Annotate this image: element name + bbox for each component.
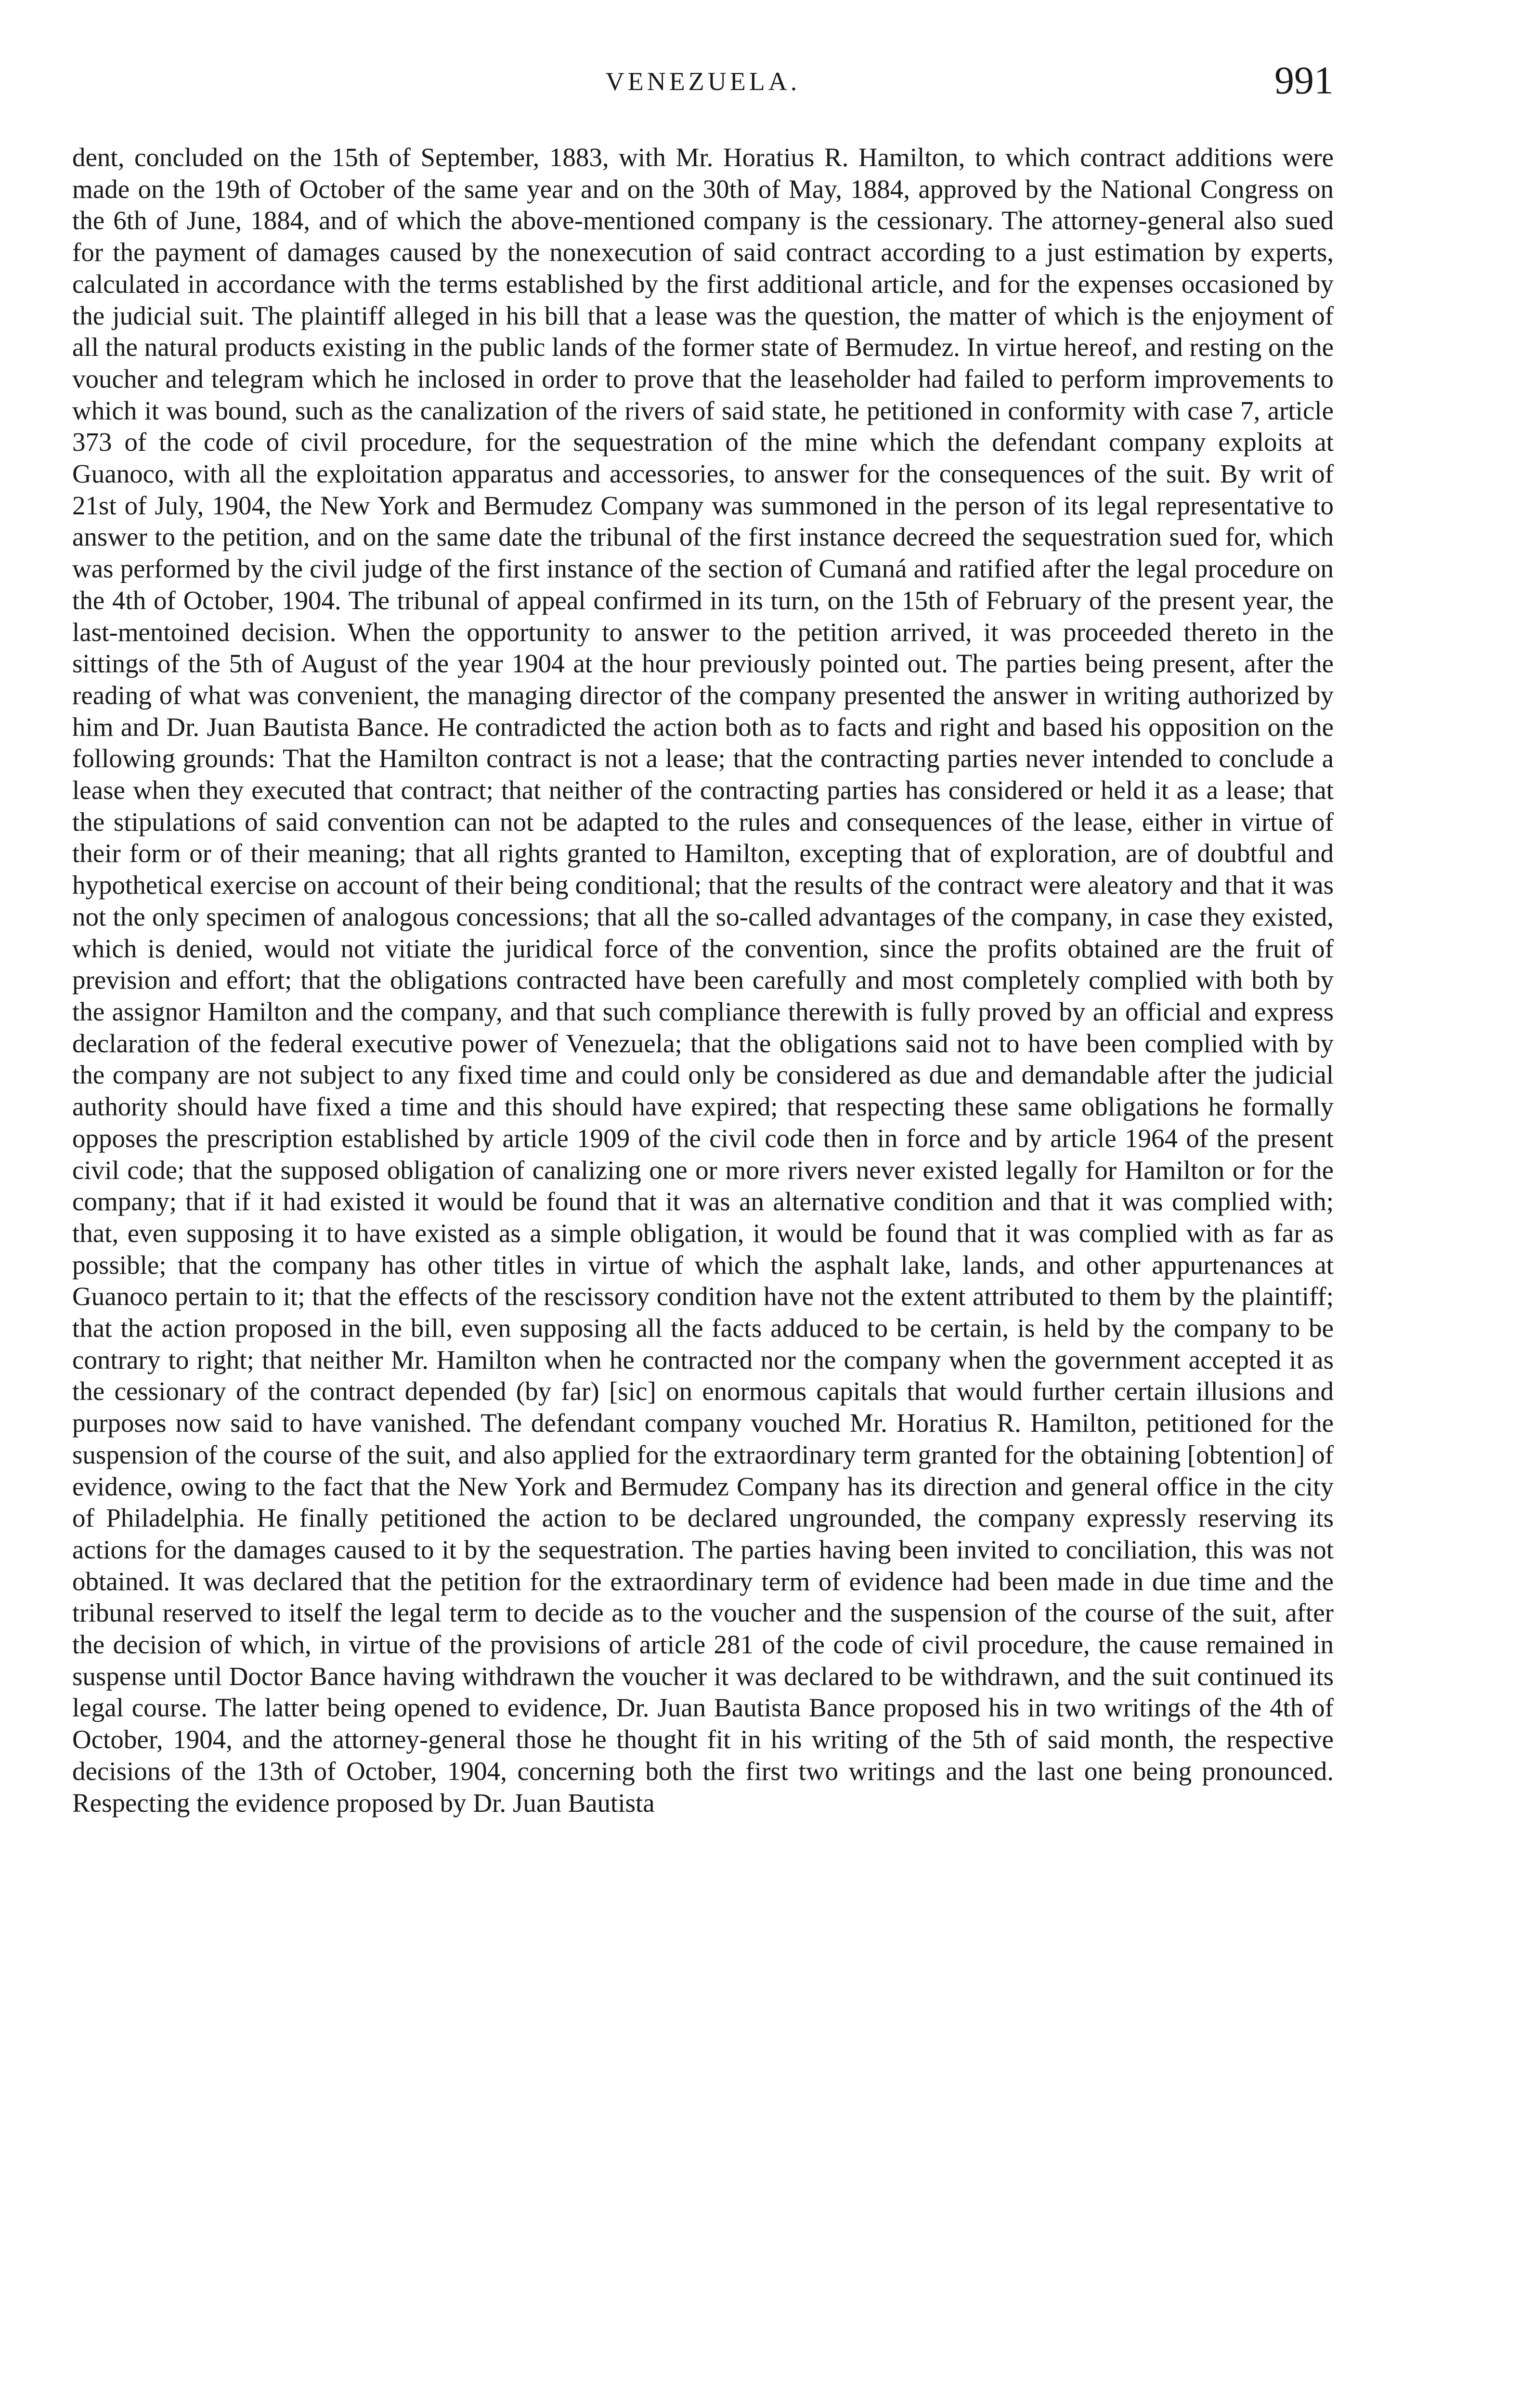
running-title: VENEZUELA. xyxy=(605,67,801,96)
body-paragraph: dent, concluded on the 15th of September, 1883, with Mr. Horatius R. Hamilton, to which contract additions were made on the 19th of October of the same year and on the 30th of May, 1884, approved by the National Congress on the 6th of June, 1884, and of which the above-mentioned company is the cessionary. The attorney-general also sued for the payment of damages caused by the nonexecution of said contract according to a just estimation by experts, calculated in accordance with the terms established by the first additional article, and for the expenses occasioned by the judicial suit. The plaintiff alleged in his bill that a lease was the question, the matter of which is the enjoyment of all the natural products existing in the public lands of the former state of Bermudez. In virtue hereof, and resting on the voucher and telegram which he inclosed in order to prove that the leaseholder had failed to perform improvements to which it was bound, such as the canalization of the rivers of said state, he petitioned in conformity with case 7, article 373 of the code of civil procedure, for the sequestration of the mine which the defendant company exploits at Guanoco, with all the exploitation apparatus and accessories, to answer for the consequences of the suit. By writ of 21st of July, 1904, the New York and Bermudez Company was summoned in the person of its legal representative to answer to the petition, and on the same date the tribunal of the first instance decreed the sequestration sued for, which was performed by the civil judge of the first instance of the section of Cumaná and ratified after the legal procedure on the 4th of October, 1904. The tribunal of appeal confirmed in its turn, on the 15th of February of the present year, the last-mentoined decision. When the opportunity to answer to the petition arrived, it was proceeded thereto in the sittings of the 5th of August of the year 1904 at the hour previously pointed out. The parties being present, after the reading of what was convenient, the managing director of the company presented the answer in writing authorized by him and Dr. Juan Bautista Bance. He contradicted the action both as to facts and right and based his opposition on the following grounds: That the Hamilton contract is not a lease; that the contracting parties never intended to conclude a lease when they executed that contract; that neither of the contracting parties has considered or held it as a lease; that the stipulations of said convention can not be adapted to the rules and consequences of the lease, either in virtue of their form or of their meaning; that all rights granted to Hamilton, excepting that of exploration, are of doubtful and hypothetical exercise on account of their being conditional; that the results of the contract were aleatory and that it was not the only specimen of analogous concessions; that all the so-called advantages of the company, in case they existed, which is denied, would not vitiate the juridical force of the convention, since the profits obtained are the fruit of prevision and effort; that the obligations contracted have been carefully and most completely complied with both by the assignor Hamilton and the company, and that such compliance therewith is fully proved by an official and express declaration of the federal executive power of Venezuela; that the obligations said not to have been complied with by the company are not subject to any fixed time and could only be considered as due and demandable after the judicial authority should have fixed a time and this should have expired; that respecting these same obligations he formally opposes the prescription established by article 1909 of the civil code then in force and by article 1964 of the present civil code; that the supposed obligation of canalizing one or more rivers never existed legally for Hamilton or for the company; that if it had existed it would be found that it was an alternative condition and that it was complied with; that, even supposing it to have existed as a simple obligation, it would be found that it was complied with as far as possible; that the company has other titles in virtue of which the asphalt lake, lands, and other appurtenances at Guanoco pertain to it; that the effects of the rescissory condition have not the extent attributed to them by the plaintiff; that the action proposed in the bill, even supposing all the facts adduced to be certain, is held by the company to be contrary to right; that neither Mr. Hamilton when he contracted nor the company when the government accepted it as the cessionary of the contract depended (by far) [sic] on enormous capitals that would further certain illusions and purposes now said to have vanished. The defendant company vouched Mr. Horatius R. Hamilton, petitioned for the suspension of the course of the suit, and also applied for the extraordinary term granted for the obtaining [obtention] of evidence, owing to the fact that the New York and Bermudez Company has its direction and general office in the city of Philadelphia. He finally petitioned the action to be declared ungrounded, the company expressly reserving its actions for the damages caused to it by the sequestration. The parties having been invited to conciliation, this was not obtained. It was declared that the petition for the extraordinary term of evidence had been made in due time and the tribunal reserved to itself the legal term to decide as to the voucher and the suspension of the course of the suit, after the decision of which, in virtue of the provisions of article 281 of the code of civil procedure, the cause remained in suspense until Doctor Bance having withdrawn the voucher it was declared to be withdrawn, and the suit continued its legal course. The latter being opened to evidence, Dr. Juan Bautista Bance proposed his in two writings of the 4th of October, 1904, and the attorney-general those he thought fit in his writing of the 5th of said month, the respective decisions of the 13th of October, 1904, concerning both the first two writings and the last one being pronounced. Respecting the evidence proposed by Dr. Juan Bautista xyxy=(72,143,1334,1818)
running-head xyxy=(72,58,1334,111)
page-number: 991 xyxy=(1274,58,1334,102)
